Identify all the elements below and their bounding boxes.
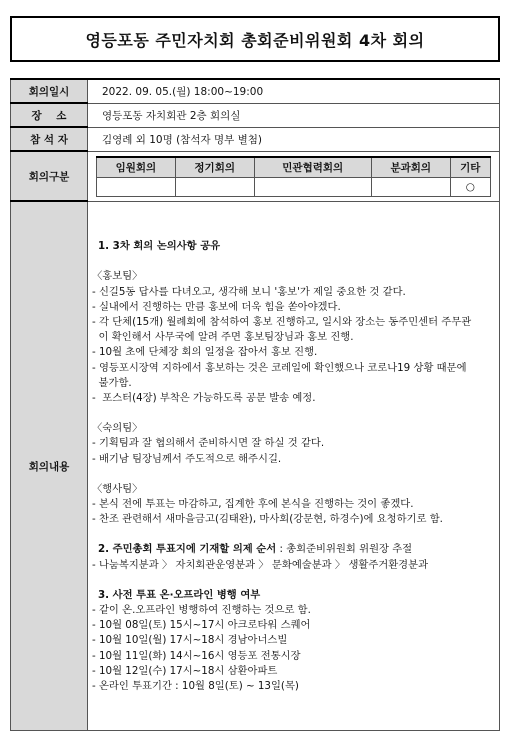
type-header: 기타 [450, 157, 490, 178]
content-row [11, 201, 500, 731]
list-item: - 10월 10일(월) 17시~18시 경남아너스빌 [92, 634, 288, 647]
meeting-type-cell [88, 151, 500, 201]
suui-title: 〈숙의팀〉 [92, 422, 143, 435]
place-label: 장 소 [11, 103, 88, 127]
type-mark [371, 177, 450, 196]
content-cell [88, 201, 500, 731]
list-item: - 10월 12일(수) 17시~18시 삼환아파트 [92, 664, 278, 677]
list-item: - 본식 전에 투표는 마감하고, 집계한 후에 본식을 진행하는 것이 좋겠다. [92, 498, 414, 511]
meeting-info-table [10, 78, 500, 731]
list-item: - 기획팀과 잘 협의해서 준비하시면 잘 하실 것 같다. [92, 437, 325, 450]
list-item: - 온라인 투표기간 : 10월 8일(토) ~ 13일(목) [92, 680, 299, 693]
list-item: - 신길5동 답사를 다녀오고, 생각해 보니 '홍보'가 제일 중요한 것 같다. [92, 285, 406, 298]
meeting-type-table [96, 156, 491, 197]
type-mark [175, 177, 254, 196]
type-mark: ○ [450, 177, 490, 196]
hongbo-title: 〈홍보팀〉 [92, 270, 143, 283]
list-item: - 각 단체(15개) 월례회에 참석하여 홍보 진행하고, 일시와 장소는 동주민센터 주무관 이 확인해서 사무국에 알려 주면 홍보팀장님과 홍보 진행. [92, 316, 472, 344]
attendees-row [11, 127, 500, 151]
date-value: 2022. 09. 05.(월) 18:00~19:00 [88, 79, 500, 103]
attendees-label: 참 석 자 [11, 127, 88, 151]
meeting-type-row [11, 151, 500, 201]
list-item: - 같이 온.오프라인 병행하여 진행하는 것으로 함. [92, 604, 311, 617]
attendees-value: 김영례 외 10명 (참석자 명부 별첨) [88, 127, 500, 151]
section-1-title: 1. 3차 회의 논의사항 공유 [98, 240, 221, 253]
date-label: 회의일시 [11, 79, 88, 103]
list-item: - 10월 초에 단체장 회의 일정을 잡아서 홍보 진행. [92, 346, 318, 359]
list-item: - 실내에서 진행하는 만큼 홍보에 더욱 힘을 쏟아야겠다. [92, 300, 341, 313]
type-header: 정기회의 [175, 157, 254, 178]
list-item: - 포스터(4장) 부착은 가능하도록 공문 발송 예정. [92, 392, 316, 405]
type-mark [97, 177, 176, 196]
meeting-type-label: 회의구분 [11, 151, 88, 201]
type-header: 분과회의 [371, 157, 450, 178]
list-item: - 10월 11일(화) 14시~16시 영등포 전통시장 [92, 649, 301, 662]
list-item: - 10월 08일(토) 15시~17시 아크로타워 스퀘어 [92, 619, 311, 632]
section-2-title: 2. 주민총회 투표지에 기재할 의제 순서 [98, 543, 277, 556]
list-item: - 배기남 팀장님께서 주도적으로 해주시길. [92, 452, 282, 465]
type-mark [254, 177, 371, 196]
place-value: 영등포동 자치회관 2층 회의실 [88, 103, 500, 127]
document-title: 영등포동 주민자치회 총회준비위원회 4차 회의 [10, 16, 500, 62]
section-2-heading [92, 542, 491, 557]
type-header: 민관협력회의 [254, 157, 371, 178]
list-item: - 영등포시장역 지하에서 홍보하는 것은 코레일에 확인했으나 코로나19 상황 때문에 불가함. [92, 361, 467, 389]
section-3-title: 3. 사전 투표 온·오프라인 병행 여부 [98, 588, 261, 601]
list-item: - 찬조 관련해서 새마을금고(김태완), 마사회(강문현, 하경수)에 요청하기로 함. [92, 513, 443, 526]
content-label: 회의내용 [11, 201, 88, 731]
meeting-content [92, 231, 495, 700]
date-row [11, 79, 500, 103]
list-item: - 나눔복지분과 〉 자치회관운영분과 〉 문화예술분과 〉 생활주거환경분과 [92, 558, 429, 571]
type-header: 임원회의 [97, 157, 176, 178]
event-title: 〈행사팀〉 [92, 482, 143, 495]
place-row [11, 103, 500, 127]
section-2-suffix: : 총회준비위원회 위원장 추절 [276, 543, 413, 556]
